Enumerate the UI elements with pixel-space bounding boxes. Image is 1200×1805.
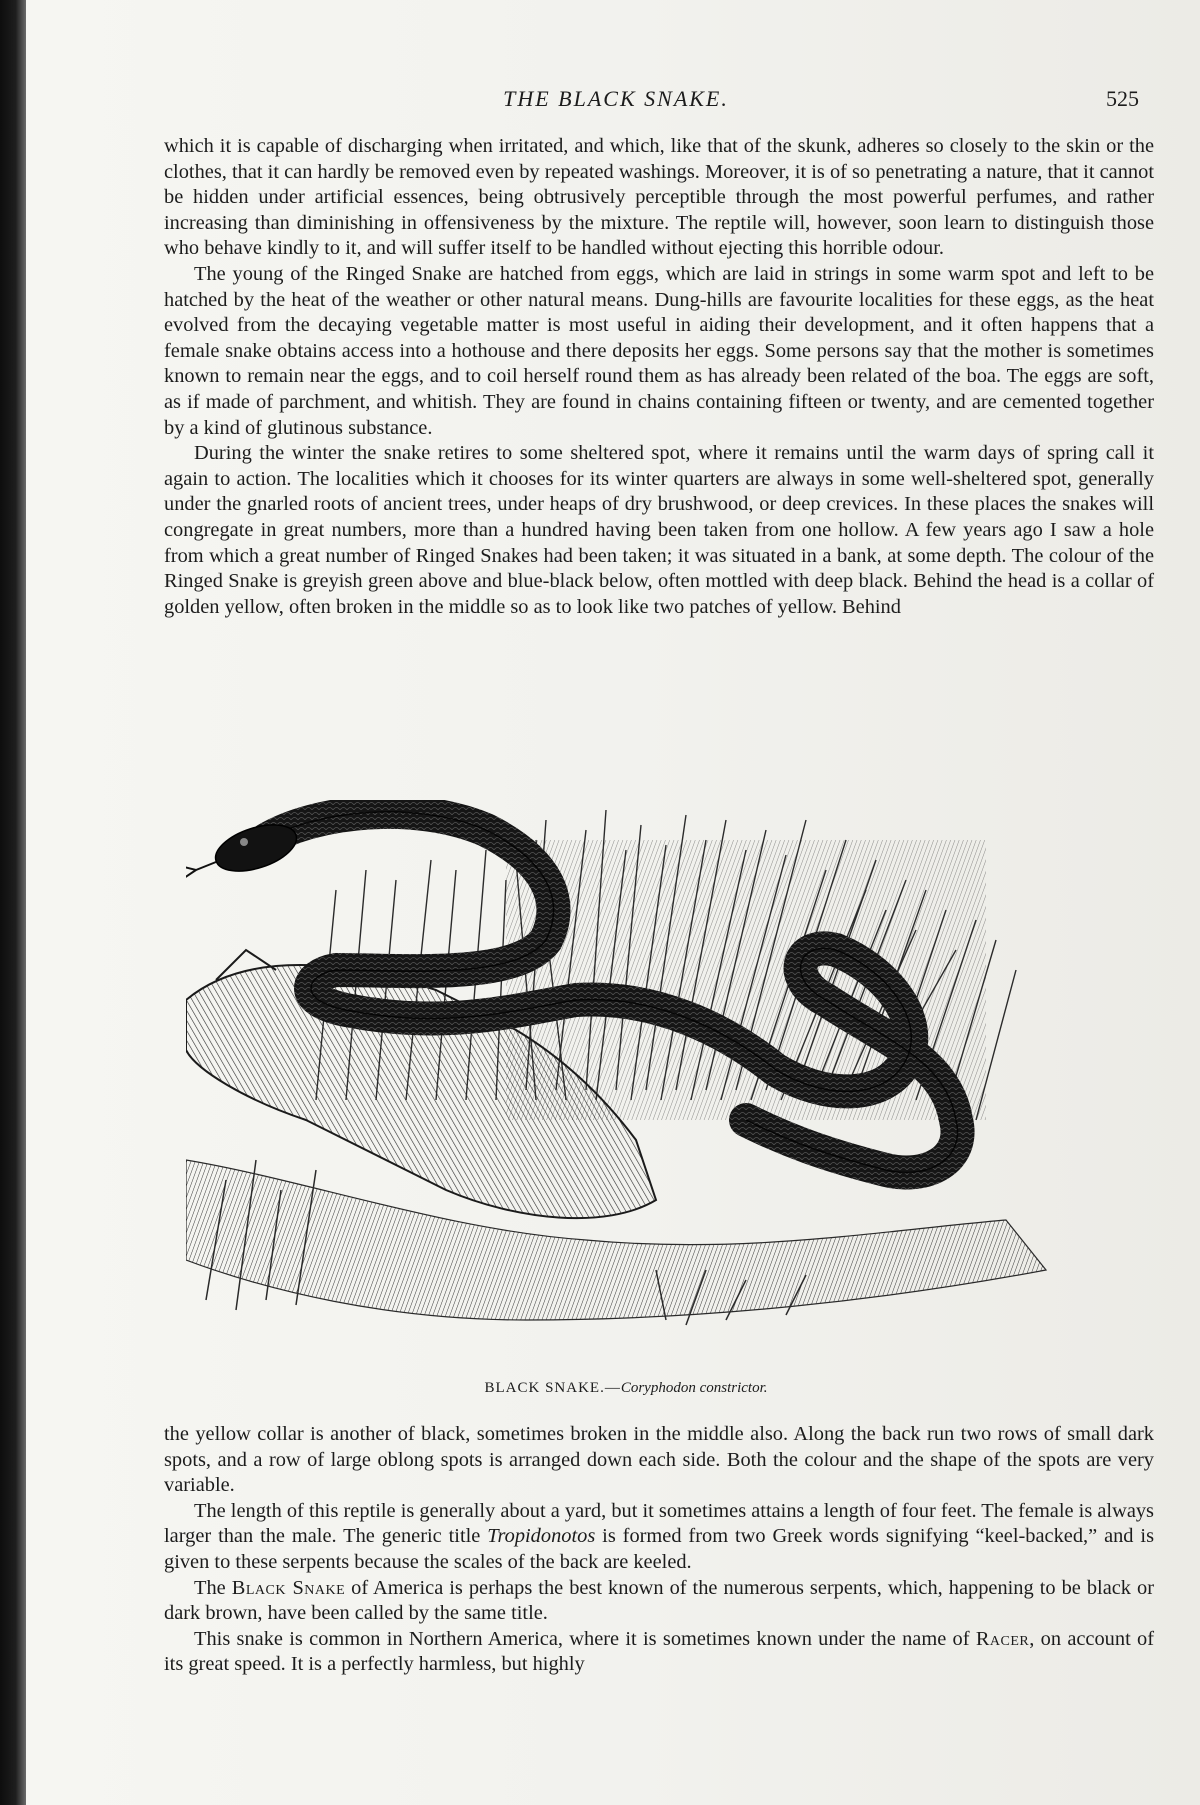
paragraph-2: The young of the Ringed Snake are hatched from eggs, which are laid in strings in some warm spot and left to be hatched by the heat of the weather or other natural means. Dung-hills are favourite localities for these eggs, as the heat evolved from the decaying vegetable matter is most useful in aiding their development, and it often happens that a female snake obtains access into a hothouse and there deposits her eggs. Some persons say that the mother is sometimes known to remain near the eggs, and to coil herself round them as has already been related of the boa. The eggs are soft, as if made of parchment, and whitish. They are found in chains containing fifteen or twenty, and are cemented together by a kind of glutinous substance. bbox=[164, 262, 1154, 439]
page-number: 525 bbox=[1106, 86, 1139, 111]
body-text-bottom bbox=[164, 1422, 1154, 1678]
paragraph-7-text-a: This snake is common in Northern America, where it is sometimes known under the name of bbox=[194, 1627, 976, 1650]
genus-name-italic: Tropidonotos bbox=[487, 1525, 596, 1548]
paragraph-5-text-a: The length of this reptile is generally about a yard, but it sometimes attains a length of four feet. The female is always larger than the male. The generic title bbox=[164, 1499, 1154, 1548]
snake-head bbox=[186, 816, 302, 880]
paragraph-5-text-b: is formed from two Greek words signifying “keel-backed,” and is given to these serpents because the scales of the back are keeled. bbox=[164, 1525, 1155, 1573]
body-text-top bbox=[164, 134, 1154, 620]
book-page bbox=[26, 0, 1200, 1805]
racer-smallcaps: Racer bbox=[975, 1627, 1030, 1650]
engraving-illustration bbox=[186, 800, 1126, 1360]
paragraph-7-text-b: , on account of its great speed. It is a perfectly harmless, but highly bbox=[164, 1627, 1155, 1676]
paragraph-5 bbox=[164, 1499, 1154, 1576]
paragraph-4: the yellow collar is another of black, sometimes broken in the middle also. Along the back run two rows of small dark spots, and a row of large oblong spots is arranged down each side. Both the colour and the shape of the spots are very variable. bbox=[164, 1423, 1154, 1497]
paragraph-6-text-b: of America is perhaps the best known of the numerous serpents, which, happening to be black or dark brown, have been called by the same title. bbox=[164, 1576, 1154, 1625]
paragraph-7 bbox=[164, 1627, 1154, 1678]
black-snake-smallcaps: Black Snake bbox=[231, 1576, 346, 1599]
book-spine-shadow bbox=[0, 0, 26, 1805]
paragraph-6-text-a: The bbox=[194, 1576, 232, 1599]
paragraph-1: which it is capable of discharging when irritated, and which, like that of the skunk, adheres so closely to the skin or the clothes, that it can hardly be removed even by repeated washings. Moreover, it is of so penetrating a nature, that it cannot be hidden under artificial essences, being obtrusively perceptible through the most powerful perfumes, and rather increasing than diminishing in offensiveness by the mixture. The reptile will, however, soon learn to distinguish those who behave kindly to it, and will suffer itself to be handled without ejecting this horrible odour. bbox=[164, 135, 1154, 260]
black-snake-engraving bbox=[186, 800, 1126, 1360]
caption-label: BLACK SNAKE.— bbox=[484, 1380, 621, 1396]
running-title: THE BLACK SNAKE. bbox=[503, 86, 729, 111]
paragraph-6 bbox=[164, 1576, 1154, 1627]
caption-latin-name: Coryphodon constrictor. bbox=[620, 1380, 768, 1396]
figure-caption bbox=[326, 1380, 926, 1397]
paragraph-3: During the winter the snake retires to some sheltered spot, where it remains until the warm days of spring call it again to action. The localities which it chooses for its winter quarters are always in some well-sheltered spot, generally under the gnarled roots of ancient trees, under heaps of dry brushwood, or deep crevices. In these places the snakes will congregate in great numbers, more than a hundred having been taken from one hollow. A few years ago I saw a hole from which a great number of Ringed Snakes had been taken; it was situated in a bank, at some depth. The colour of the Ringed Snake is greyish green above and blue-black below, often mottled with deep black. Behind the head is a collar of golden yellow, often broken in the middle so as to look like two patches of yellow. Behind bbox=[164, 442, 1154, 618]
